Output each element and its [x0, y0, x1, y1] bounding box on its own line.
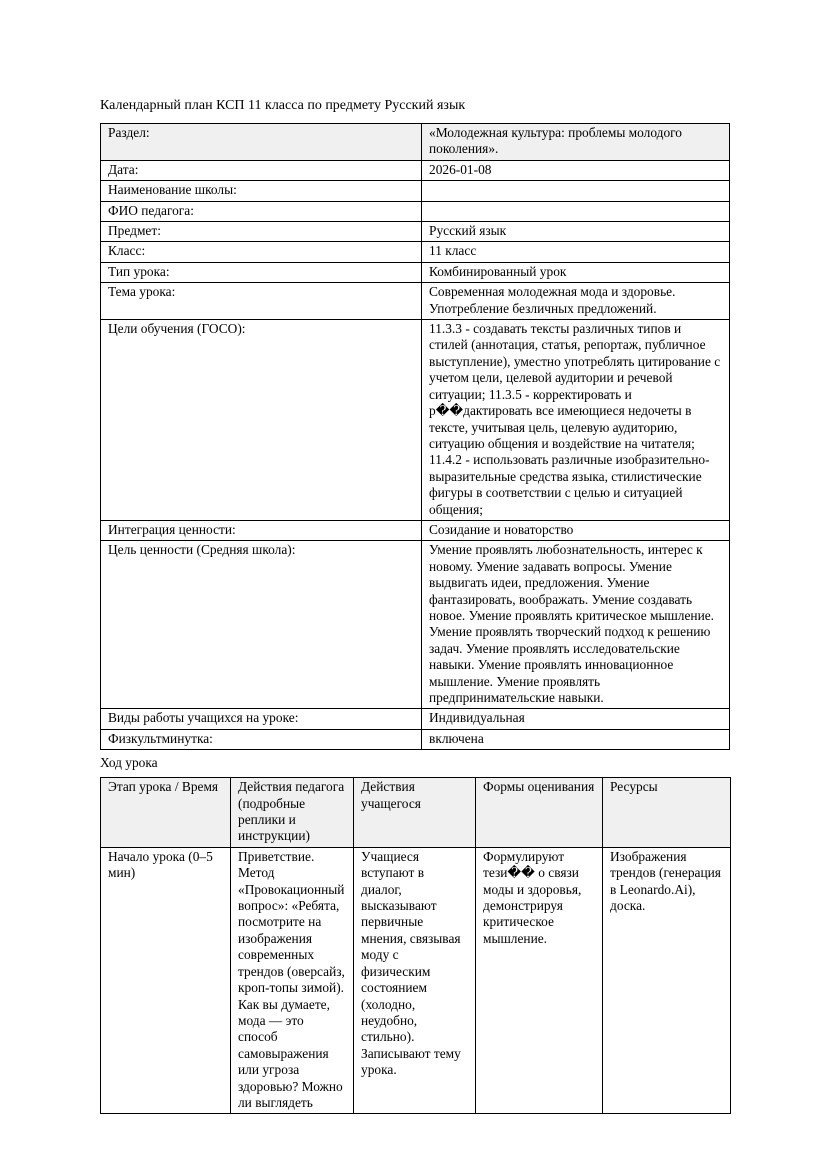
lesson-info-table: [100, 123, 730, 750]
info-label: Тема урока:: [101, 283, 422, 320]
column-header-teacher-actions: Действия педагога (подробные реплики и инструкции): [231, 778, 354, 848]
column-header-assessment: Формы оценивания: [476, 778, 603, 848]
info-label: ФИО педагога:: [101, 201, 422, 221]
info-label: Раздел:: [101, 124, 422, 161]
info-value: [422, 181, 730, 201]
info-value: Комбинированный урок: [422, 262, 730, 282]
info-label: Виды работы учащихся на уроке:: [101, 709, 422, 729]
info-label: Предмет:: [101, 222, 422, 242]
table-row: [101, 160, 730, 180]
info-label: Физкультминутка:: [101, 729, 422, 749]
info-value: 11 класс: [422, 242, 730, 262]
info-label: Дата:: [101, 160, 422, 180]
info-value: включена: [422, 729, 730, 749]
column-header-student-actions: Действия учащегося: [354, 778, 476, 848]
info-label: Тип урока:: [101, 262, 422, 282]
info-value: 11.3.3 - создавать тексты различных типов и стилей (аннотация, статья, репортаж, публичное выступление), уместно употреблять цитирование с учетом цели, целевой аудитории и речевой ситуации; 11.3.5 - корректировать и р��дактировать все имеющиеся недочеты в тексте, учитывая цель, целевую аудиторию, ситуацию общения и воздействие на читателя; 11.4.2 - использовать различные изобразительно-выразительные средства языка, стилистические фигуры в соответствии с целью и ситуацией общения;: [422, 320, 730, 521]
stage-cell: Начало урока (0–5 мин): [101, 847, 231, 1114]
table-row: [101, 262, 730, 282]
lesson-plan-table: [100, 777, 731, 1114]
resources-cell: Изображения трендов (генерация в Leonardo.Ai), доска.: [603, 847, 731, 1114]
page-title: Календарный план КСП 11 класса по предмету Русский язык: [100, 98, 466, 113]
info-value: Созидание и новаторство: [422, 520, 730, 540]
info-value: Современная молодежная мода и здоровье. Употребление безличных предложений.: [422, 283, 730, 320]
column-header-resources: Ресурсы: [603, 778, 731, 848]
info-label: Интеграция ценности:: [101, 520, 422, 540]
info-label: Цели обучения (ГОСО):: [101, 320, 422, 521]
assessment-cell: Формулируют тези�� о связи моды и здоровья, демонстрируя критическое мышление.: [476, 847, 603, 1114]
info-value: [422, 201, 730, 221]
student-actions-cell: Учащиеся вступают в диалог, высказывают первичные мнения, связывая моду с физическим состоянием (холодно, неудобно, стильно). Записывают тему урока.: [354, 847, 476, 1114]
info-value: 2026-01-08: [422, 160, 730, 180]
info-value: Умение проявлять любознательность, интерес к новому. Умение задавать вопросы. Умение выдвигать идеи, предложения. Умение фантазировать, воображать. Умение создавать новое. Умение проявлять критическое мышление. Умение проявлять творческий подход к решению задач. Умение проявлять исследовательские навыки. Умение проявлять инновационное мышление. Умение проявлять предпринимательские навыки.: [422, 541, 730, 709]
column-header-stage: Этап урока / Время: [101, 778, 231, 848]
table-row: [101, 201, 730, 221]
teacher-actions-cell: Приветствие. Метод «Провокационный вопрос»: «Ребята, посмотрите на изображения современных трендов (оверсайз, кроп-топы зимой). Как вы думаете, мода — это способ самовыражения или угроза здоровью? Можно ли выглядеть: [231, 847, 354, 1114]
table-row: [101, 222, 730, 242]
section-heading: Ход урока: [100, 755, 158, 771]
table-row: [101, 729, 730, 749]
table-row: [101, 520, 730, 540]
table-row: [101, 541, 730, 709]
table-header-row: [101, 778, 731, 848]
table-row: [101, 124, 730, 161]
info-label: Наименование школы:: [101, 181, 422, 201]
info-value: Русский язык: [422, 222, 730, 242]
info-label: Класс:: [101, 242, 422, 262]
table-row: [101, 242, 730, 262]
table-row: [101, 181, 730, 201]
table-row: [101, 709, 730, 729]
table-row: [101, 320, 730, 521]
table-row: [101, 847, 731, 1114]
info-label: Цель ценности (Средняя школа):: [101, 541, 422, 709]
info-value: «Молодежная культура: проблемы молодого поколения».: [422, 124, 730, 161]
info-value: Индивидуальная: [422, 709, 730, 729]
table-row: [101, 283, 730, 320]
